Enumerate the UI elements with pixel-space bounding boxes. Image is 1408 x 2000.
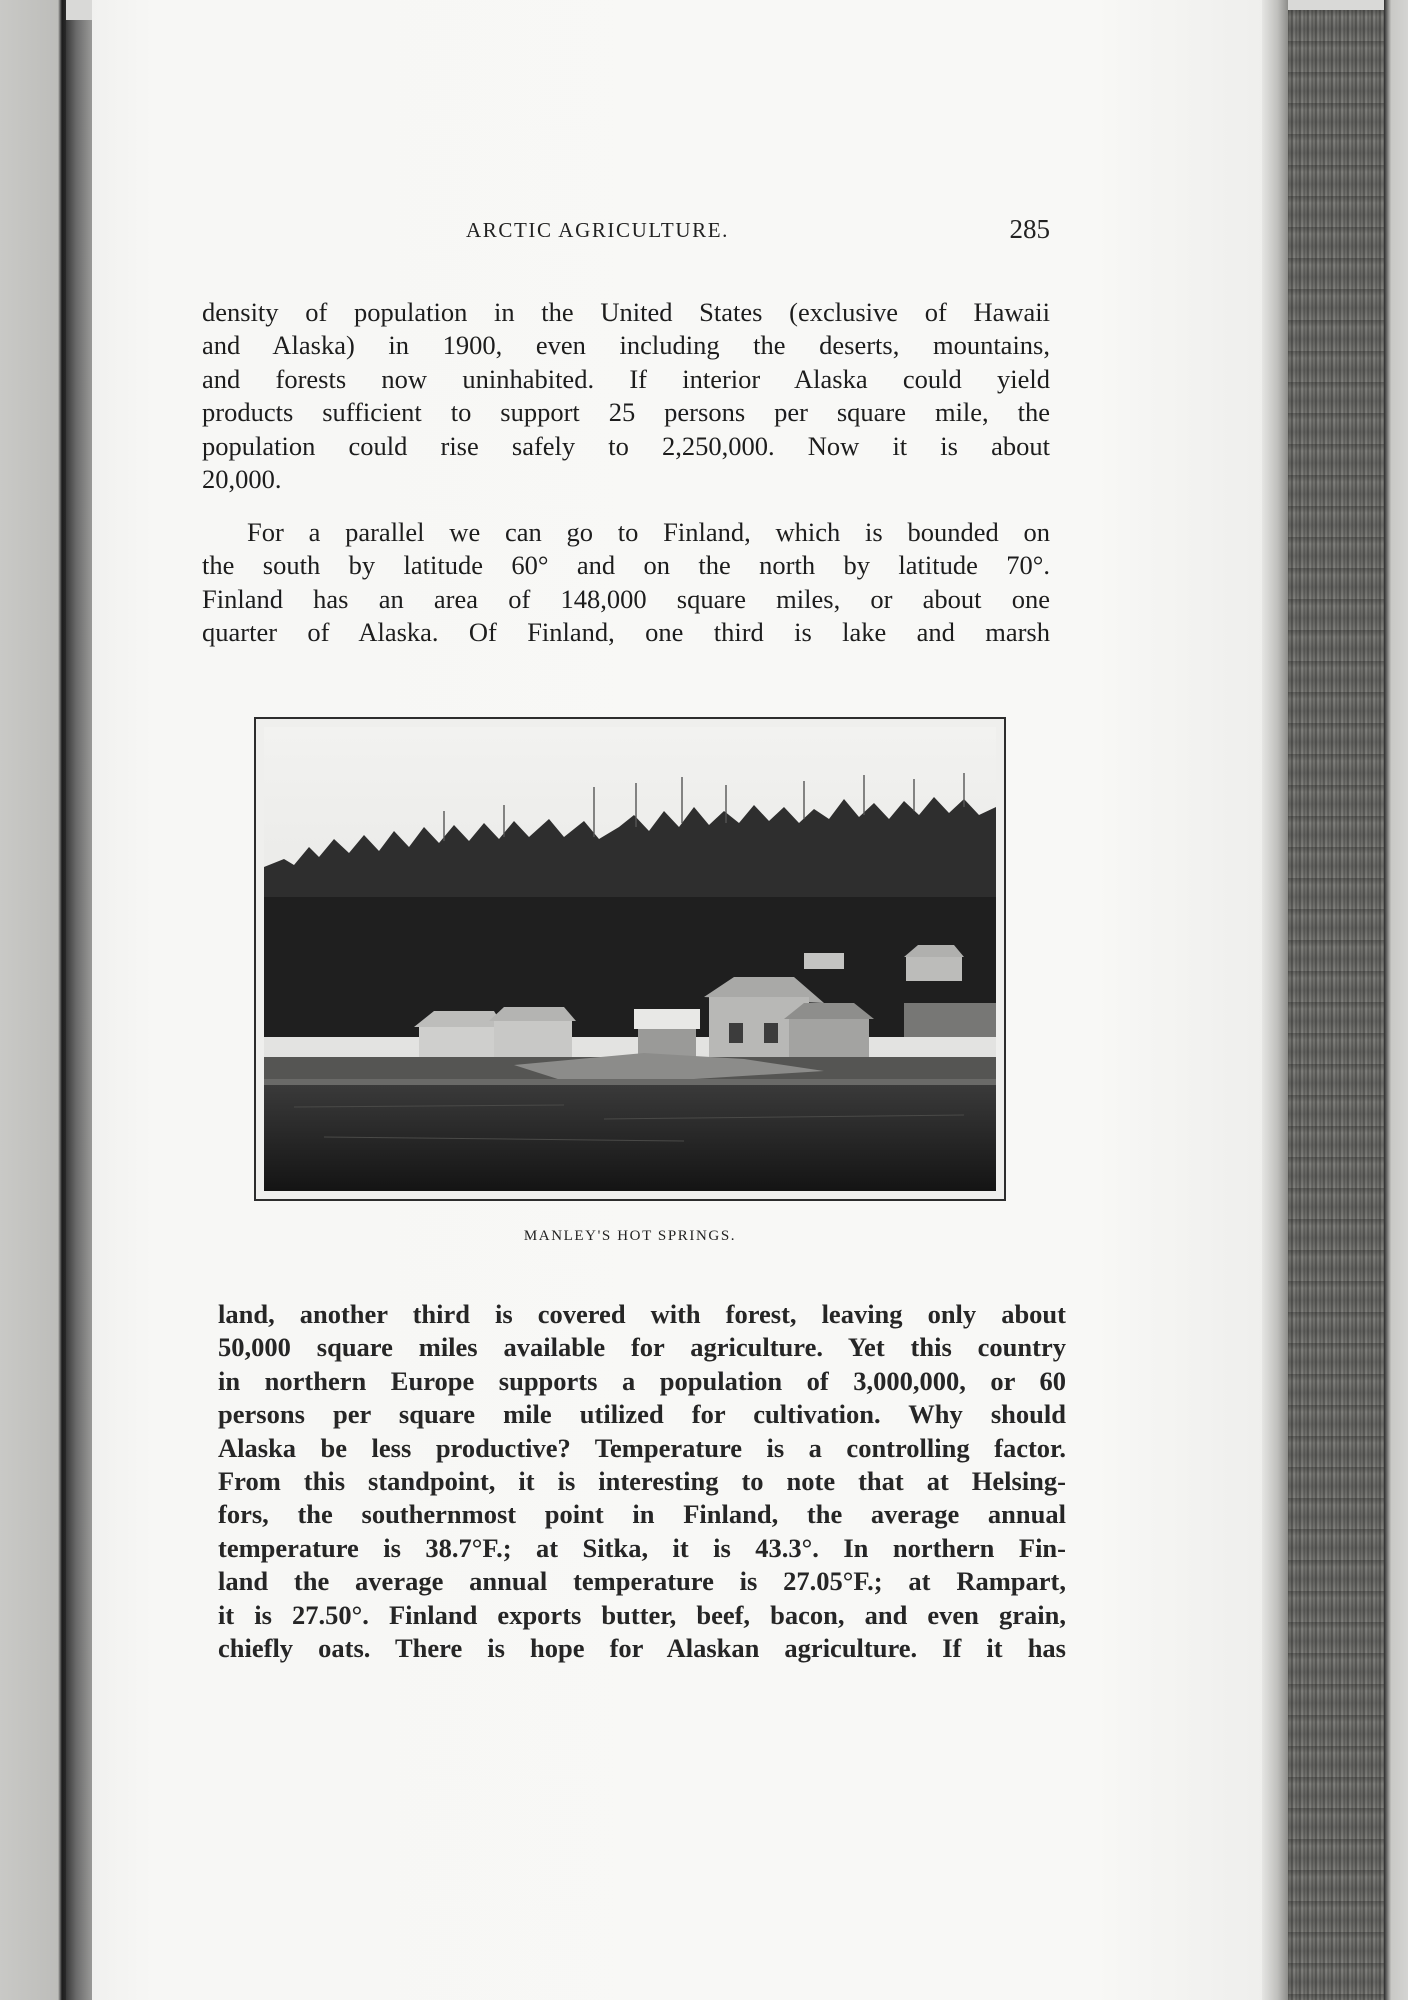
text-line: and Alaska) in 1900, even including the deserts, mountains, [202,330,1050,361]
text-line: land the average annual temperature is 27.05°F.; at Rampart, [218,1566,1066,1597]
text-line: 50,000 square miles available for agriculture. Yet this country [218,1332,1066,1363]
figure-caption: MANLEY'S HOT SPRINGS. [523,1228,737,1244]
scan-right-margin [1384,0,1408,2000]
running-title: ARCTIC AGRICULTURE. [466,218,729,242]
text-line: products sufficient to support 25 persons per square mile, the [202,397,1050,428]
facing-page-edge [66,20,92,2000]
text-line: Finland has an area of 148,000 square miles, or about one [202,583,1050,614]
text-line: temperature is 38.7°F.; at Sitka, it is 43.3°. In northern Fin- [218,1532,1066,1563]
text-line: population could rise safely to 2,250,000. Now it is about [202,430,1050,461]
paragraph-3 [218,1298,1066,1665]
page-number: 285 [1009,214,1050,244]
paragraph-2 [202,516,1050,650]
photograph-frame [254,717,1006,1201]
text-line: the south by latitude 60° and on the north by latitude 70°. [202,550,1050,581]
text-line: For a parallel we can go to Finland, which is bounded on [247,517,1050,547]
page-header [200,214,1050,252]
text-line: 20,000. [202,464,282,495]
text-line: From this standpoint, it is interesting to note that at Helsing- [218,1466,1066,1497]
text-line: in northern Europe supports a population of 3,000,000, or 60 [218,1365,1066,1396]
text-line: quarter of Alaska. Of Finland, one third is lake and marsh [202,617,1050,648]
text-line: and forests now uninhabited. If interior Alaska could yield [202,363,1050,394]
photograph-manleys-hot-springs [264,727,996,1191]
photograph-illustration [264,727,996,1191]
paragraph-1 [202,296,1050,496]
scan-left-margin [0,0,66,2000]
text-line: it is 27.50°. Finland exports butter, beef, bacon, and even grain, [218,1599,1066,1630]
book-page-edges [1288,10,1384,2000]
text-line: Alaska be less productive? Temperature is a controlling factor. [218,1432,1066,1463]
text-line: persons per square mile utilized for cultivation. Why should [218,1399,1066,1430]
text-line: chiefly oats. There is hope for Alaskan agriculture. If it has [218,1633,1066,1664]
text-line: land, another third is covered with forest, leaving only about [218,1299,1066,1329]
text-line: fors, the southernmost point in Finland, the average annual [218,1499,1066,1530]
text-line: density of population in the United States (exclusive of Hawaii [202,297,1050,327]
page-gutter-shadow [1262,0,1288,2000]
